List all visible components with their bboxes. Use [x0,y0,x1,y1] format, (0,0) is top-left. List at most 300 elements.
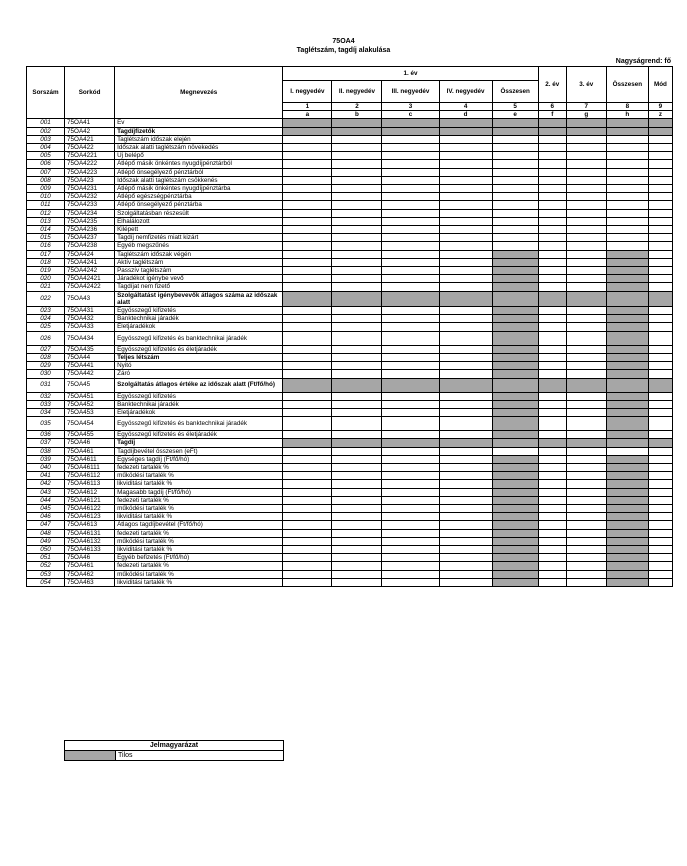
input-cell[interactable] [439,331,492,345]
input-cell[interactable] [492,135,538,143]
input-cell[interactable] [606,144,648,152]
input-cell[interactable] [439,578,492,586]
input-cell[interactable] [283,504,332,512]
input-cell[interactable] [382,176,439,184]
input-cell[interactable] [283,226,332,234]
input-cell[interactable] [439,250,492,258]
input-cell[interactable] [283,323,332,331]
input-cell[interactable] [566,529,606,537]
input-cell[interactable] [332,496,382,504]
input-cell[interactable] [439,488,492,496]
input-cell[interactable] [566,185,606,193]
input-cell[interactable] [648,144,672,152]
input-cell[interactable] [439,463,492,471]
input-cell[interactable] [382,472,439,480]
input-cell[interactable] [538,554,566,562]
input-cell[interactable] [382,370,439,378]
input-cell[interactable] [382,168,439,176]
input-cell[interactable] [606,201,648,209]
input-cell[interactable] [566,463,606,471]
input-cell[interactable] [566,307,606,315]
input-cell[interactable] [538,400,566,408]
input-cell[interactable] [606,242,648,250]
input-cell[interactable] [566,504,606,512]
input-cell[interactable] [538,217,566,225]
input-cell[interactable] [439,193,492,201]
input-cell[interactable] [439,353,492,361]
input-cell[interactable] [382,529,439,537]
input-cell[interactable] [439,234,492,242]
input-cell[interactable] [283,562,332,570]
input-cell[interactable] [648,417,672,431]
input-cell[interactable] [648,537,672,545]
input-cell[interactable] [538,578,566,586]
input-cell[interactable] [382,193,439,201]
input-cell[interactable] [538,447,566,455]
input-cell[interactable] [332,331,382,345]
input-cell[interactable] [439,480,492,488]
input-cell[interactable] [332,370,382,378]
input-cell[interactable] [566,168,606,176]
input-cell[interactable] [382,201,439,209]
input-cell[interactable] [382,554,439,562]
input-cell[interactable] [283,283,332,291]
input-cell[interactable] [538,267,566,275]
input-cell[interactable] [648,331,672,345]
input-cell[interactable] [283,234,332,242]
input-cell[interactable] [538,570,566,578]
input-cell[interactable] [538,417,566,431]
input-cell[interactable] [492,447,538,455]
input-cell[interactable] [332,160,382,168]
input-cell[interactable] [332,217,382,225]
input-cell[interactable] [439,554,492,562]
input-cell[interactable] [332,135,382,143]
input-cell[interactable] [492,185,538,193]
input-cell[interactable] [382,521,439,529]
input-cell[interactable] [332,545,382,553]
input-cell[interactable] [332,250,382,258]
input-cell[interactable] [382,315,439,323]
input-cell[interactable] [538,250,566,258]
input-cell[interactable] [439,537,492,545]
input-cell[interactable] [283,496,332,504]
input-cell[interactable] [382,152,439,160]
input-cell[interactable] [332,307,382,315]
input-cell[interactable] [283,258,332,266]
input-cell[interactable] [566,283,606,291]
input-cell[interactable] [648,168,672,176]
input-cell[interactable] [283,417,332,431]
input-cell[interactable] [283,315,332,323]
input-cell[interactable] [382,353,439,361]
input-cell[interactable] [332,447,382,455]
input-cell[interactable] [439,496,492,504]
input-cell[interactable] [382,570,439,578]
input-cell[interactable] [382,209,439,217]
input-cell[interactable] [439,472,492,480]
input-cell[interactable] [606,168,648,176]
input-cell[interactable] [283,570,332,578]
input-cell[interactable] [283,307,332,315]
input-cell[interactable] [332,463,382,471]
input-cell[interactable] [382,455,439,463]
input-cell[interactable] [538,463,566,471]
input-cell[interactable] [566,226,606,234]
input-cell[interactable] [382,417,439,431]
input-cell[interactable] [283,521,332,529]
input-cell[interactable] [566,545,606,553]
input-cell[interactable] [332,562,382,570]
input-cell[interactable] [283,578,332,586]
input-cell[interactable] [566,160,606,168]
input-cell[interactable] [492,209,538,217]
input-cell[interactable] [538,521,566,529]
input-cell[interactable] [439,570,492,578]
input-cell[interactable] [648,392,672,400]
input-cell[interactable] [382,185,439,193]
input-cell[interactable] [332,362,382,370]
input-cell[interactable] [538,392,566,400]
input-cell[interactable] [538,537,566,545]
input-cell[interactable] [538,496,566,504]
input-cell[interactable] [382,267,439,275]
input-cell[interactable] [566,455,606,463]
input-cell[interactable] [606,135,648,143]
input-cell[interactable] [382,488,439,496]
input-cell[interactable] [439,135,492,143]
input-cell[interactable] [538,242,566,250]
input-cell[interactable] [648,431,672,439]
input-cell[interactable] [439,323,492,331]
input-cell[interactable] [648,570,672,578]
input-cell[interactable] [492,234,538,242]
input-cell[interactable] [332,201,382,209]
input-cell[interactable] [648,209,672,217]
input-cell[interactable] [538,362,566,370]
input-cell[interactable] [648,447,672,455]
input-cell[interactable] [283,201,332,209]
input-cell[interactable] [332,578,382,586]
input-cell[interactable] [538,331,566,345]
input-cell[interactable] [332,554,382,562]
input-cell[interactable] [382,242,439,250]
input-cell[interactable] [492,160,538,168]
input-cell[interactable] [382,545,439,553]
input-cell[interactable] [606,193,648,201]
input-cell[interactable] [283,168,332,176]
input-cell[interactable] [606,152,648,160]
input-cell[interactable] [648,488,672,496]
input-cell[interactable] [283,392,332,400]
input-cell[interactable] [332,529,382,537]
input-cell[interactable] [648,201,672,209]
input-cell[interactable] [283,472,332,480]
input-cell[interactable] [382,283,439,291]
input-cell[interactable] [648,463,672,471]
input-cell[interactable] [382,400,439,408]
input-cell[interactable] [538,353,566,361]
input-cell[interactable] [566,315,606,323]
input-cell[interactable] [566,345,606,353]
input-cell[interactable] [439,176,492,184]
input-cell[interactable] [382,135,439,143]
input-cell[interactable] [283,185,332,193]
input-cell[interactable] [332,353,382,361]
input-cell[interactable] [538,513,566,521]
input-cell[interactable] [492,201,538,209]
input-cell[interactable] [648,400,672,408]
input-cell[interactable] [492,193,538,201]
input-cell[interactable] [566,144,606,152]
input-cell[interactable] [332,209,382,217]
input-cell[interactable] [382,496,439,504]
input-cell[interactable] [648,521,672,529]
input-cell[interactable] [283,513,332,521]
input-cell[interactable] [332,275,382,283]
input-cell[interactable] [439,152,492,160]
input-cell[interactable] [648,545,672,553]
input-cell[interactable] [332,193,382,201]
input-cell[interactable] [332,488,382,496]
input-cell[interactable] [648,160,672,168]
input-cell[interactable] [332,537,382,545]
input-cell[interactable] [648,315,672,323]
input-cell[interactable] [283,152,332,160]
input-cell[interactable] [283,447,332,455]
input-cell[interactable] [566,578,606,586]
input-cell[interactable] [538,488,566,496]
input-cell[interactable] [538,315,566,323]
input-cell[interactable] [606,185,648,193]
input-cell[interactable] [538,144,566,152]
input-cell[interactable] [332,392,382,400]
input-cell[interactable] [648,234,672,242]
input-cell[interactable] [566,323,606,331]
input-cell[interactable] [382,275,439,283]
input-cell[interactable] [566,570,606,578]
input-cell[interactable] [382,392,439,400]
input-cell[interactable] [382,463,439,471]
input-cell[interactable] [648,176,672,184]
input-cell[interactable] [382,160,439,168]
input-cell[interactable] [648,472,672,480]
input-cell[interactable] [566,275,606,283]
input-cell[interactable] [648,408,672,416]
input-cell[interactable] [538,283,566,291]
input-cell[interactable] [538,504,566,512]
input-cell[interactable] [283,209,332,217]
input-cell[interactable] [332,242,382,250]
input-cell[interactable] [439,201,492,209]
input-cell[interactable] [538,201,566,209]
input-cell[interactable] [439,529,492,537]
input-cell[interactable] [439,168,492,176]
input-cell[interactable] [648,370,672,378]
input-cell[interactable] [648,362,672,370]
input-cell[interactable] [439,226,492,234]
input-cell[interactable] [538,408,566,416]
input-cell[interactable] [648,496,672,504]
input-cell[interactable] [648,135,672,143]
input-cell[interactable] [283,480,332,488]
input-cell[interactable] [382,504,439,512]
input-cell[interactable] [283,275,332,283]
input-cell[interactable] [382,408,439,416]
input-cell[interactable] [283,463,332,471]
input-cell[interactable] [382,537,439,545]
input-cell[interactable] [439,345,492,353]
input-cell[interactable] [382,362,439,370]
input-cell[interactable] [492,226,538,234]
input-cell[interactable] [606,234,648,242]
input-cell[interactable] [439,504,492,512]
input-cell[interactable] [538,529,566,537]
input-cell[interactable] [648,562,672,570]
input-cell[interactable] [538,226,566,234]
input-cell[interactable] [566,431,606,439]
input-cell[interactable] [332,472,382,480]
input-cell[interactable] [648,152,672,160]
input-cell[interactable] [283,144,332,152]
input-cell[interactable] [606,176,648,184]
input-cell[interactable] [382,226,439,234]
input-cell[interactable] [332,345,382,353]
input-cell[interactable] [439,417,492,431]
input-cell[interactable] [382,578,439,586]
input-cell[interactable] [538,480,566,488]
input-cell[interactable] [439,370,492,378]
input-cell[interactable] [538,455,566,463]
input-cell[interactable] [538,562,566,570]
input-cell[interactable] [439,209,492,217]
input-cell[interactable] [566,392,606,400]
input-cell[interactable] [439,258,492,266]
input-cell[interactable] [332,283,382,291]
input-cell[interactable] [648,529,672,537]
input-cell[interactable] [332,521,382,529]
input-cell[interactable] [648,193,672,201]
input-cell[interactable] [332,513,382,521]
input-cell[interactable] [566,217,606,225]
input-cell[interactable] [648,185,672,193]
input-cell[interactable] [439,362,492,370]
input-cell[interactable] [648,345,672,353]
input-cell[interactable] [606,217,648,225]
input-cell[interactable] [439,455,492,463]
input-cell[interactable] [332,267,382,275]
input-cell[interactable] [648,250,672,258]
input-cell[interactable] [332,226,382,234]
input-cell[interactable] [648,217,672,225]
input-cell[interactable] [382,250,439,258]
input-cell[interactable] [566,480,606,488]
input-cell[interactable] [566,258,606,266]
input-cell[interactable] [439,400,492,408]
input-cell[interactable] [538,185,566,193]
input-cell[interactable] [566,513,606,521]
input-cell[interactable] [283,408,332,416]
input-cell[interactable] [332,176,382,184]
input-cell[interactable] [538,545,566,553]
input-cell[interactable] [648,513,672,521]
input-cell[interactable] [566,447,606,455]
input-cell[interactable] [606,209,648,217]
input-cell[interactable] [332,400,382,408]
input-cell[interactable] [283,529,332,537]
input-cell[interactable] [439,217,492,225]
input-cell[interactable] [382,217,439,225]
input-cell[interactable] [566,176,606,184]
input-cell[interactable] [566,408,606,416]
input-cell[interactable] [648,323,672,331]
input-cell[interactable] [566,537,606,545]
input-cell[interactable] [566,496,606,504]
input-cell[interactable] [439,431,492,439]
input-cell[interactable] [648,267,672,275]
input-cell[interactable] [566,242,606,250]
input-cell[interactable] [538,160,566,168]
input-cell[interactable] [538,234,566,242]
input-cell[interactable] [648,504,672,512]
input-cell[interactable] [382,447,439,455]
input-cell[interactable] [332,431,382,439]
input-cell[interactable] [566,400,606,408]
input-cell[interactable] [648,480,672,488]
input-cell[interactable] [283,537,332,545]
input-cell[interactable] [283,345,332,353]
input-cell[interactable] [332,570,382,578]
input-cell[interactable] [382,431,439,439]
input-cell[interactable] [283,135,332,143]
input-cell[interactable] [439,447,492,455]
input-cell[interactable] [382,480,439,488]
input-cell[interactable] [538,135,566,143]
input-cell[interactable] [492,152,538,160]
input-cell[interactable] [492,217,538,225]
input-cell[interactable] [648,307,672,315]
input-cell[interactable] [538,370,566,378]
input-cell[interactable] [566,554,606,562]
input-cell[interactable] [382,144,439,152]
input-cell[interactable] [283,193,332,201]
input-cell[interactable] [332,408,382,416]
input-cell[interactable] [538,323,566,331]
input-cell[interactable] [332,185,382,193]
input-cell[interactable] [566,331,606,345]
input-cell[interactable] [382,562,439,570]
input-cell[interactable] [566,250,606,258]
input-cell[interactable] [566,353,606,361]
input-cell[interactable] [332,168,382,176]
input-cell[interactable] [382,513,439,521]
input-cell[interactable] [283,370,332,378]
input-cell[interactable] [439,392,492,400]
input-cell[interactable] [283,362,332,370]
input-cell[interactable] [648,275,672,283]
input-cell[interactable] [566,472,606,480]
input-cell[interactable] [439,242,492,250]
input-cell[interactable] [382,258,439,266]
input-cell[interactable] [566,193,606,201]
input-cell[interactable] [382,307,439,315]
input-cell[interactable] [283,242,332,250]
input-cell[interactable] [283,488,332,496]
input-cell[interactable] [566,562,606,570]
input-cell[interactable] [492,168,538,176]
input-cell[interactable] [382,323,439,331]
input-cell[interactable] [382,345,439,353]
